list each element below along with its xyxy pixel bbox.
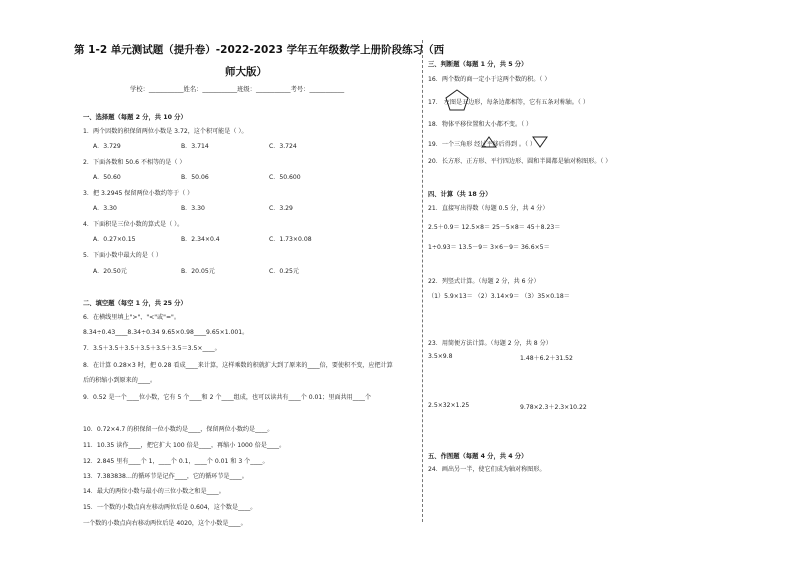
- question-23-item-1: 3.5×9.8: [428, 353, 453, 360]
- section-4-header: 四、计算（共 18 分）: [428, 191, 492, 198]
- question-11: 11．10.35 读作____，把它扩大 100 倍是____，再缩小 1000 倍是____。: [83, 442, 286, 449]
- question-14: 14．最大的两位小数与最小的三位小数之和是____。: [83, 488, 225, 495]
- section-3-header: 三、判断题（每题 1 分，共 5 分）: [428, 61, 528, 68]
- question-1: 1．两个因数的积保留两位小数是 3.72，这个积可能是（ ）。: [83, 128, 248, 135]
- page-title-line-2: 师大版）: [225, 66, 267, 78]
- q4-option-a: A．0.27×0.15: [93, 236, 136, 243]
- question-21-row-1: 2.5＋0.9＝ 12.5×8＝ 25－5×8＝ 45＋8.23＝: [428, 224, 561, 231]
- question-9: 9．0.52 是一个____位小数，它有 5 个____和 2 个____组成，也可以读共有____个 0.01；里面共用____个: [83, 394, 372, 401]
- question-19: 19．一个三角形 经过平移后得到 。（ ）: [428, 141, 537, 148]
- triangle-figure-down: [532, 136, 548, 148]
- q1-option-b: B．3.714: [181, 143, 209, 150]
- question-23-item-3: 2.5×32×1.25: [428, 402, 470, 409]
- question-10: 10．0.72×4.7 的积保留一位小数约是____，保留两位小数约是____。: [83, 426, 274, 433]
- pentagon-figure: [444, 88, 470, 112]
- question-20: 20．长方形、正方形、平行四边形、圆和半圆都是轴对称图形。（ ）: [428, 158, 612, 165]
- question-23: 23．用简便方法计算。（每题 2 分，共 8 分）: [428, 340, 552, 347]
- question-6: 6．在横线里填上">"、"<"或"="。: [83, 314, 180, 321]
- question-6-items: 8.34÷0.43____8.34÷0.34 9.65×0.98____9.65×1.001。: [83, 329, 249, 336]
- q3-option-c: C．3.29: [269, 205, 293, 212]
- q2-option-a: A．50.60: [93, 174, 121, 181]
- column-divider: [422, 40, 423, 522]
- question-24: 24．画出另一半，使它们成为轴对称图形。: [428, 466, 546, 473]
- question-4: 4．下面积是三位小数的算式是（ ）。: [83, 221, 184, 228]
- question-23-item-2: 1.48＋6.2＋31.52: [520, 355, 573, 362]
- q2-option-b: B．50.06: [181, 174, 209, 181]
- question-13: 13．7.383838…的循环节是记作____，它的循环节是____。: [83, 473, 248, 480]
- question-5: 5．下面小数中最大的是（ ）: [83, 252, 162, 259]
- q4-option-b: B．2.34×0.4: [181, 236, 220, 243]
- question-17: 17． 左图是五边形，每条边都相等，它有五条对称轴。（ ）: [428, 99, 589, 106]
- question-3: 3．把 3.2945 保留两位小数约等于（ ）: [83, 190, 194, 197]
- question-23-item-4: 9.78×2.3＋2.3×10.22: [520, 404, 587, 411]
- section-5-header: 五、作图题（每题 4 分，共 4 分）: [428, 453, 528, 460]
- q5-option-b: B．20.05元: [181, 268, 215, 275]
- section-1-header: 一、选择题（每题 2 分，共 10 分）: [83, 114, 187, 121]
- question-8-line-2: 后的积缩小到原来的____。: [83, 377, 157, 384]
- question-8-line-1: 8．在计算 0.28×3 时，把 0.28 看成____来计算，这样乘数的积就扩大到了原来的____倍，要使积不变，应把计算: [83, 362, 393, 369]
- q1-option-c: C．3.724: [269, 143, 297, 150]
- question-7: 7．3.5＋3.5＋3.5＋3.5＋3.5＋3.5＝3.5×____。: [83, 345, 221, 352]
- page-title-line-1: 第 1-2 单元测试题（提升卷）-2022-2023 学年五年级数学上册阶段练习（西: [74, 44, 445, 56]
- question-15-line-1: 15．一个数的小数点向左移动两位后是 0.604，这个数是____。: [83, 504, 257, 511]
- question-21-row-2: 1÷0.93＝ 13.5－9＝ 3×6－9＝ 36.6×5＝: [428, 244, 550, 251]
- student-info-line: 学校：___________姓名：___________班级：___________考号：___________: [130, 86, 345, 93]
- q5-option-c: C．0.25元: [269, 268, 300, 275]
- q3-option-a: A．3.30: [93, 205, 117, 212]
- question-12: 12．2.845 里有____个 1，____个 0.1，____个 0.01 和 3 个____。: [83, 458, 269, 465]
- q4-option-c: C．1.73×0.08: [269, 236, 312, 243]
- triangle-figure-up: [481, 136, 497, 148]
- q2-option-c: C．50.600: [269, 174, 301, 181]
- question-18: 18．物体平移位置和大小都不变。（ ）: [428, 121, 533, 128]
- question-21: 21．直接写出得数（每题 0.5 分，共 4 分）: [428, 205, 549, 212]
- question-2: 2．下面各数和 50.6 不相等的是（ ）: [83, 159, 186, 166]
- question-16: 16．两个数的商一定小于这两个数的积。（ ）: [428, 76, 551, 83]
- question-15-line-2: 一个数的小数点向右移动两位后是 4020，这个小数是____。: [83, 520, 247, 527]
- question-22: 22．列竖式计算。（每题 2 分，共 6 分）: [428, 278, 540, 285]
- q3-option-b: B．3.30: [181, 205, 205, 212]
- q1-option-a: A．3.729: [93, 143, 121, 150]
- section-2-header: 二、填空题（每空 1 分，共 25 分）: [83, 300, 187, 307]
- question-22-items: （1）5.9×13＝ （2）3.14×9＝ （3）35×0.18＝: [428, 293, 570, 300]
- q5-option-a: A．20.50元: [93, 268, 127, 275]
